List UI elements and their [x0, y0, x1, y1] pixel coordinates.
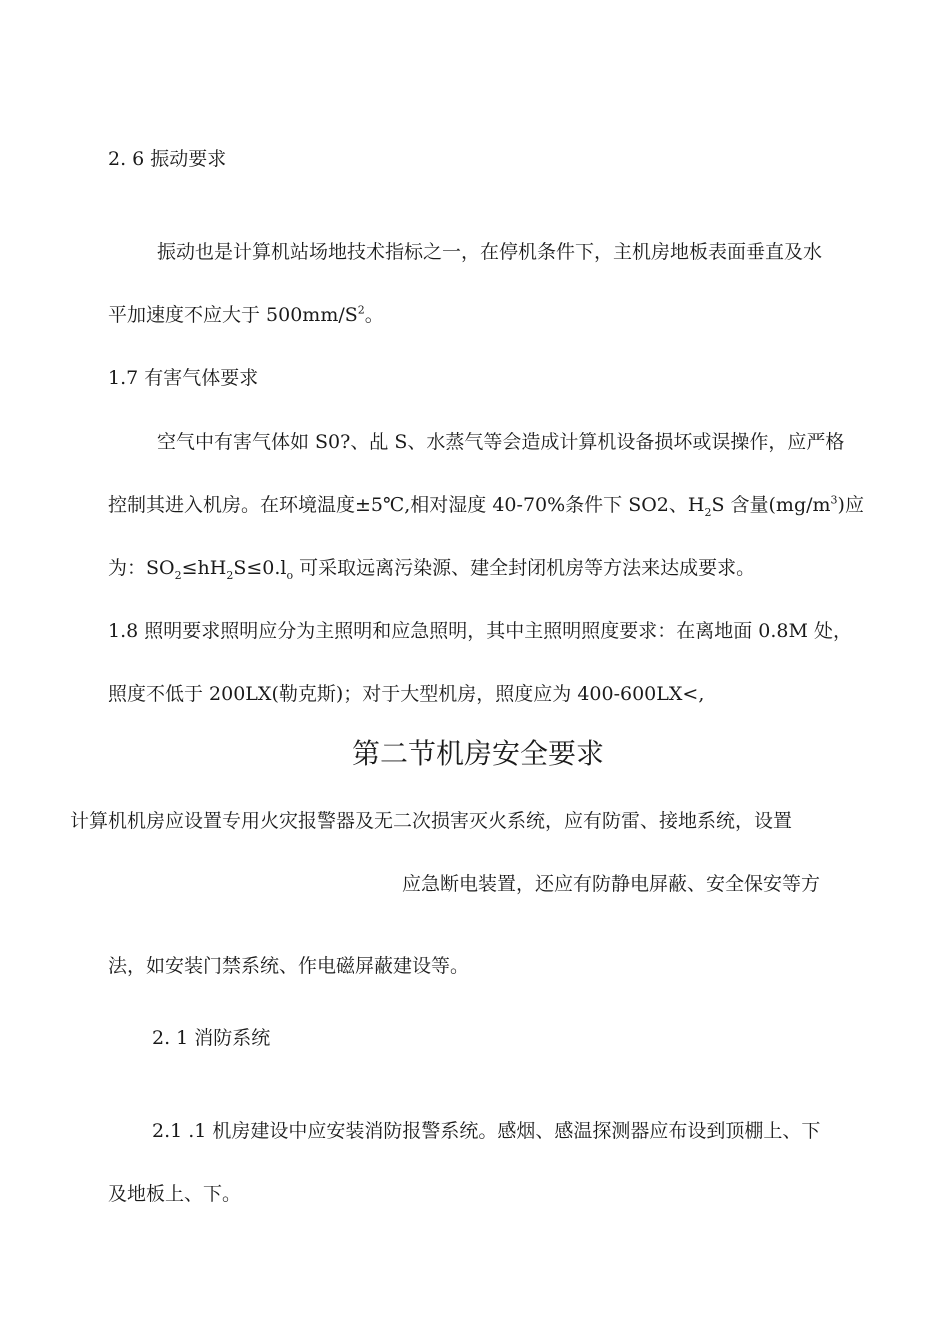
heading-2-6: 2. 6 振动要求	[108, 148, 227, 170]
paragraph-safety-line-1: 计算机机房应设置专用火灾报警器及无二次损害灭火系统，应有防雷、接地系统，设置	[70, 810, 793, 832]
text: 控制其进入机房。在环境温度±5℃,相对湿度 40-70%条件下 SO2、H	[108, 494, 705, 516]
heading-2-1: 2. 1 消防系统	[152, 1027, 271, 1049]
subscript: 2	[174, 568, 182, 582]
text: S≤0.l	[233, 557, 287, 579]
text: ≤hH	[181, 557, 227, 579]
subscript: 2	[704, 505, 712, 519]
text: 为：SO	[108, 557, 175, 579]
heading-1-7: 1.7 有害气体要求	[108, 367, 259, 389]
paragraph-vibration-line-2	[108, 303, 384, 326]
heading-1-8: 1.8 照明要求	[108, 620, 221, 642]
text: 。	[364, 304, 384, 326]
text: 照明应分为主照明和应急照明，其中主照明照度要求：在离地面 0.8M 处，	[220, 620, 853, 642]
superscript: 2	[357, 303, 365, 317]
text: S 含量(mg/m	[711, 494, 831, 516]
section-title: 第二节机房安全要求	[352, 737, 605, 770]
paragraph-gas-line-2	[108, 493, 864, 519]
paragraph-safety-line-2: 应急断电装置，还应有防静电屏蔽、安全保安等方	[402, 873, 821, 895]
paragraph-gas-line-1: 空气中有害气体如 S0?、乩 S、水蒸气等会造成计算机设备损坏或误操作，应严格	[157, 431, 845, 453]
paragraph-safety-line-3: 法，如安装门禁系统、作电磁屏蔽建设等。	[108, 955, 470, 977]
subscript: o	[286, 568, 294, 582]
text: 可采取远离污染源、建全封闭机房等方法来达成要求。	[293, 557, 756, 579]
paragraph-fire-line-1: 2.1 .1 机房建设中应安装消防报警系统。感烟、感温探测器应布设到顶棚上、下	[152, 1120, 821, 1142]
paragraph-vibration-line-1: 振动也是计算机站场地技术指标之一，在停机条件下，主机房地板表面垂直及水	[157, 241, 823, 263]
superscript: 3	[830, 493, 838, 507]
paragraph-fire-line-2: 及地板上、下。	[108, 1183, 242, 1205]
paragraph-gas-line-3	[108, 557, 756, 582]
text: 平加速度不应大于 500mm/S	[108, 304, 358, 326]
text: )应	[837, 494, 864, 516]
paragraph-lighting-line-2: 照度不低于 200LX(勒克斯)；对于大型机房，照度应为 400-600LX<,	[108, 683, 705, 705]
subscript: 2	[226, 568, 234, 582]
paragraph-lighting-line-1	[108, 622, 852, 641]
